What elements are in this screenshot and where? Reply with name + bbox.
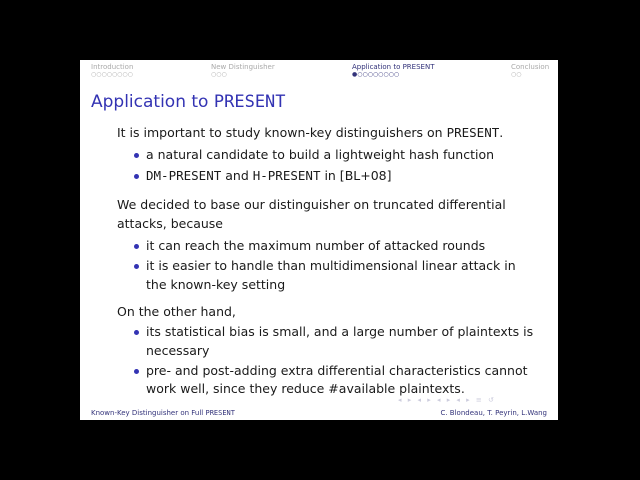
text: . [499,125,504,140]
bullet-text: a natural candidate to build a lightweight hash function [146,147,495,162]
title-text: Application to [91,92,214,112]
nav-section-new-distinguisher[interactable] [211,63,275,78]
bullet-icon [134,174,139,179]
text: It is important to study known-key distinguishers on [117,125,447,140]
paragraph-3: On the other hand, [117,304,236,319]
nav-label: New Distinguisher [211,63,275,71]
nav-section-application[interactable] [352,63,434,78]
footer-authors: C. Blondeau, T. Peyrin, L.Wang [440,409,547,417]
nav-dots[interactable]: ○○ [511,71,522,78]
title-mono: PRESENT [213,92,286,112]
paragraph-2: We decided to base our distinguisher on truncated differential [117,197,506,212]
text-mono: H-PRESENT [252,168,321,183]
slide-title [91,92,286,112]
nav-label: Conclusion [511,63,550,71]
paragraph-1 [117,125,503,140]
bullet-text: its statistical bias is small, and a large number of plaintexts is [146,324,534,339]
text: and [221,168,253,183]
paragraph-2: attacks, because [117,216,223,231]
bullet-text: necessary [146,343,210,358]
text: Known-Key Distinguisher on Full [91,409,206,417]
bullet-text: pre- and post-adding extra differential characteristics cannot [146,363,528,378]
bullet-text: it is easier to handle than multidimensional linear attack in [146,258,516,273]
bullet-icon [134,244,139,249]
text: in [BL+08] [320,168,392,183]
nav-dots[interactable]: ○○○○○○○○ [91,71,133,78]
nav-dots[interactable]: ○○○ [211,71,227,78]
bullet-icon [134,330,139,335]
text-mono: DM-PRESENT [146,168,222,183]
nav-section-conclusion[interactable] [511,63,549,78]
bullet-text: work well, since they reduce #available plaintexts. [146,381,465,396]
nav-dots[interactable]: ●○○○○○○○○ [352,71,400,78]
nav-section-introduction[interactable] [91,63,133,78]
bullet-icon [134,153,139,158]
bullet-text: the known-key setting [146,277,286,292]
bullet-icon [134,264,139,269]
bullet-text [146,168,391,183]
nav-label: Introduction [91,63,134,71]
bullet-text: it can reach the maximum number of attacked rounds [146,238,486,253]
beamer-navigation-controls[interactable]: ◂ ▸ ◂ ▸ ◂ ▸ ◂ ▸ ≡ ↺ [398,396,496,404]
text-mono: PRESENT [205,409,235,417]
nav-label: Application to PRESENT [352,63,435,71]
text-mono: PRESENT [446,125,500,140]
bullet-icon [134,369,139,374]
slide [80,60,558,420]
footer-title [91,409,235,417]
